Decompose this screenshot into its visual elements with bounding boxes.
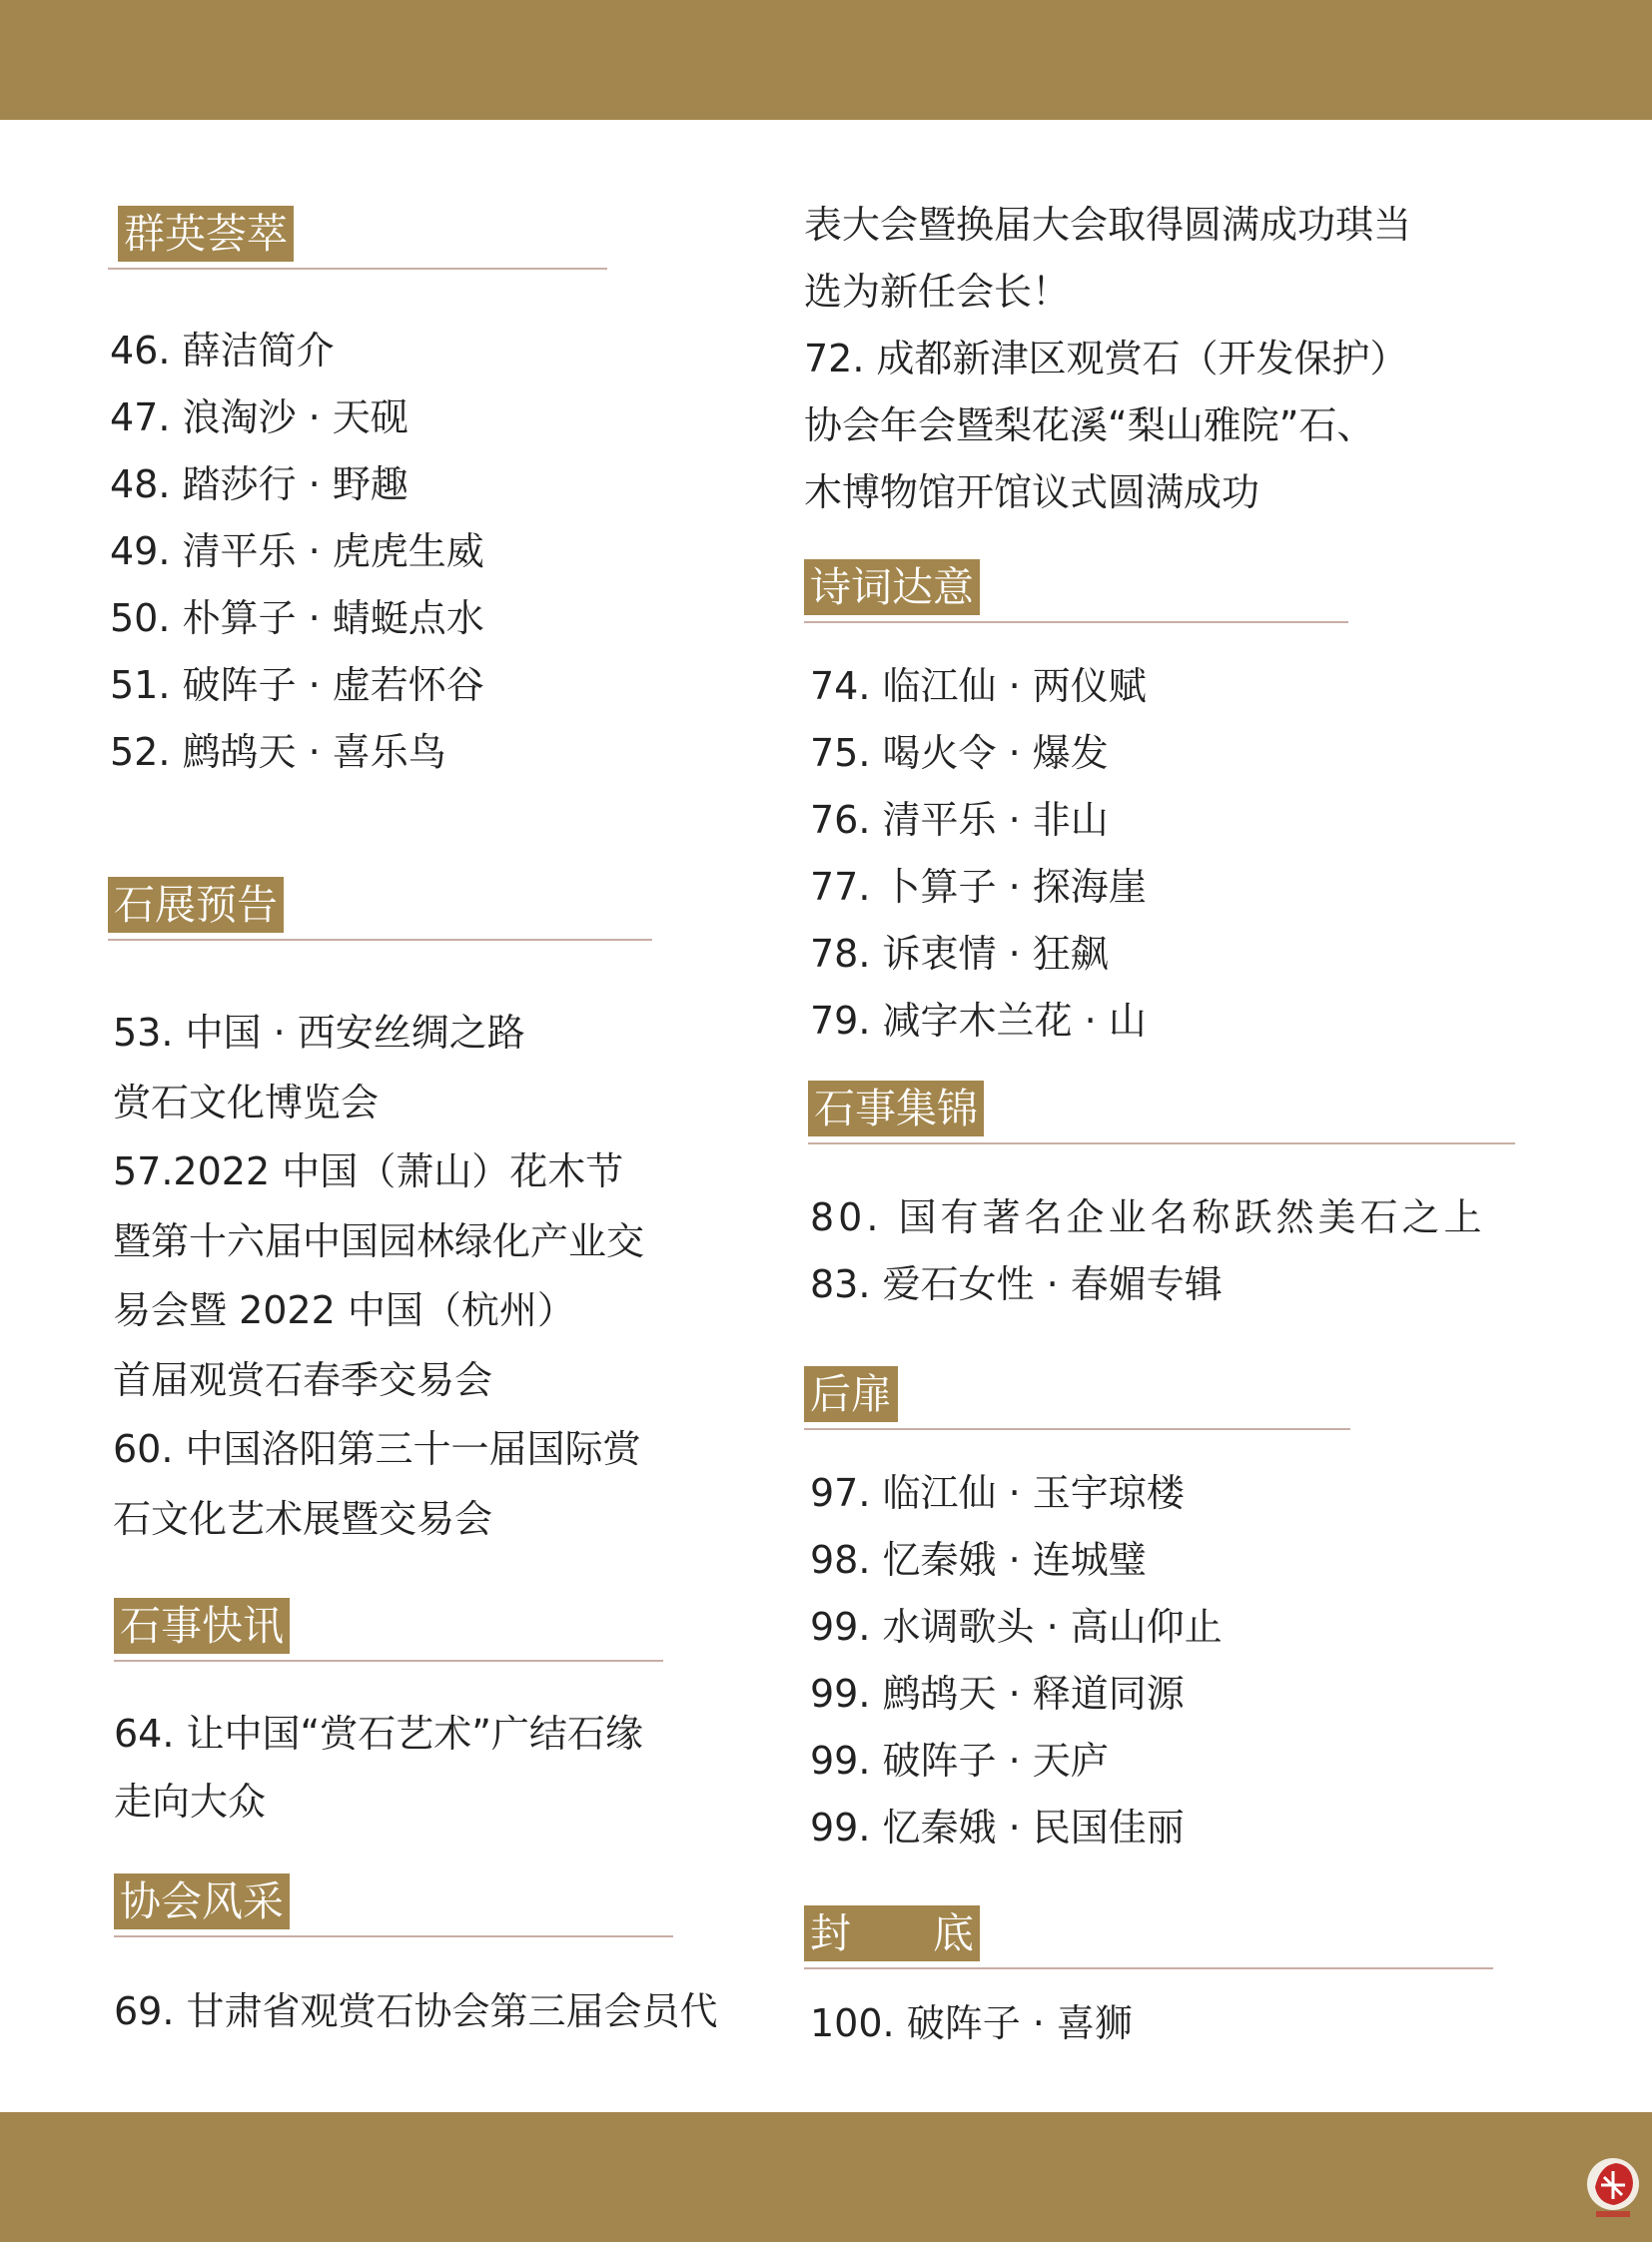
toc-item-continued[interactable]: 木博物馆开馆议式圆满成功 <box>804 470 1260 514</box>
toc-item[interactable]: 76. 清平乐 · 非山 <box>810 798 1109 842</box>
toc-item-continued[interactable]: 暨第十六届中国园林绿化产业交 <box>113 1218 645 1263</box>
section-qunying <box>108 206 607 270</box>
toc-item[interactable]: 79. 减字木兰花 · 山 <box>810 999 1147 1043</box>
toc-item[interactable]: 47. 浪淘沙 · 天砚 <box>110 395 409 439</box>
section-rule <box>108 939 652 941</box>
section-rule <box>114 1660 663 1662</box>
items-shishi-jijin <box>810 1184 1486 1318</box>
section-rule <box>808 1142 1515 1144</box>
toc-item[interactable]: 99. 鹧鸪天 · 释道同源 <box>810 1672 1185 1716</box>
continued-entries <box>804 192 1411 526</box>
toc-item[interactable]: 51. 破阵子 · 虚若怀谷 <box>110 663 484 707</box>
section-shishi-jijin <box>804 1081 1515 1144</box>
items-shizhan <box>113 999 644 1554</box>
toc-item[interactable]: 64. 让中国“赏石艺术”广结石缘 <box>114 1712 643 1756</box>
toc-item[interactable]: 80. 国有著名企业名称跃然美石之上 <box>810 1195 1486 1239</box>
section-houfei <box>804 1366 1350 1430</box>
section-rule <box>108 268 607 270</box>
items-shici <box>810 653 1147 1055</box>
section-shishi-kuaixun <box>108 1598 663 1662</box>
toc-item-continued[interactable]: 易会暨 2022 中国（杭州） <box>113 1288 575 1332</box>
toc-item-continued[interactable]: 协会年会暨梨花溪“梨山雅院”石、 <box>804 403 1375 447</box>
section-title: 诗词达意 <box>804 559 980 615</box>
toc-item[interactable]: 74. 临江仙 · 两仪赋 <box>810 664 1147 708</box>
toc-item[interactable]: 78. 诉衷情 · 狂飙 <box>810 932 1109 976</box>
bottom-band <box>0 2112 1652 2242</box>
toc-item[interactable]: 57.2022 中国（萧山）花木节 <box>113 1149 624 1193</box>
section-title: 石展预告 <box>108 877 284 933</box>
toc-item-continued[interactable]: 走向大众 <box>114 1780 267 1824</box>
toc-item-continued[interactable]: 石文化艺术展暨交易会 <box>113 1496 493 1541</box>
toc-item-continued[interactable]: 选为新任会长！ <box>804 270 1071 314</box>
toc-item[interactable]: 77. 卜算子 · 探海崖 <box>810 865 1147 909</box>
toc-item[interactable]: 60. 中国洛阳第三十一届国际赏 <box>113 1427 641 1471</box>
toc-item[interactable]: 99. 水调歌头 · 高山仰止 <box>810 1605 1223 1649</box>
items-xiehui <box>114 1977 718 2045</box>
toc-item[interactable]: 100. 破阵子 · 喜狮 <box>810 2001 1133 2045</box>
top-band <box>0 0 1652 120</box>
section-title: 石事集锦 <box>808 1081 984 1136</box>
items-fengdi <box>810 1989 1133 2057</box>
toc-item[interactable]: 97. 临江仙 · 玉宇琼楼 <box>810 1471 1185 1515</box>
seal-logo-icon <box>1586 2157 1640 2223</box>
toc-item[interactable]: 69. 甘肃省观赏石协会第三届会员代 <box>114 1989 718 2033</box>
toc-item[interactable]: 99. 破阵子 · 天庐 <box>810 1739 1109 1783</box>
items-houfei <box>810 1460 1223 1862</box>
section-title: 群英荟萃 <box>118 206 294 262</box>
section-fengdi <box>804 1905 1493 1969</box>
toc-item[interactable]: 75. 喝火令 · 爆发 <box>810 731 1109 775</box>
toc-item[interactable]: 50. 朴算子 · 蜻蜓点水 <box>110 596 484 640</box>
toc-item[interactable]: 52. 鹧鸪天 · 喜乐鸟 <box>110 730 446 774</box>
toc-item[interactable]: 46. 薛洁简介 <box>110 329 335 373</box>
items-qunying <box>110 318 484 786</box>
toc-item-continued[interactable]: 首届观赏石春季交易会 <box>113 1357 493 1402</box>
items-shishi-kuaixun <box>114 1700 643 1836</box>
section-rule <box>804 1428 1350 1430</box>
toc-item[interactable]: 49. 清平乐 · 虎虎生威 <box>110 529 484 573</box>
section-title: 协会风采 <box>114 1873 290 1929</box>
toc-item[interactable]: 72. 成都新津区观赏石（开发保护） <box>804 337 1408 380</box>
toc-item[interactable]: 83. 爱石女性 · 春媚专辑 <box>810 1262 1223 1306</box>
section-xiehui <box>108 1873 673 1937</box>
toc-item[interactable]: 48. 踏莎行 · 野趣 <box>110 462 409 506</box>
section-title: 封 底 <box>804 1905 980 1961</box>
section-rule <box>804 621 1348 623</box>
toc-item-continued[interactable]: 赏石文化博览会 <box>113 1080 380 1124</box>
section-title: 后扉 <box>804 1366 898 1422</box>
section-shizhan <box>108 877 652 941</box>
section-title: 石事快讯 <box>114 1598 290 1654</box>
section-shici <box>804 559 1348 623</box>
section-rule <box>804 1967 1493 1969</box>
toc-item[interactable]: 53. 中国 · 西安丝绸之路 <box>113 1011 525 1055</box>
toc-item[interactable]: 99. 忆秦娥 · 民国佳丽 <box>810 1806 1185 1850</box>
toc-item[interactable]: 98. 忆秦娥 · 连城璧 <box>810 1538 1147 1582</box>
section-rule <box>114 1935 673 1937</box>
toc-item-continued[interactable]: 表大会暨换届大会取得圆满成功琪当 <box>804 203 1412 247</box>
